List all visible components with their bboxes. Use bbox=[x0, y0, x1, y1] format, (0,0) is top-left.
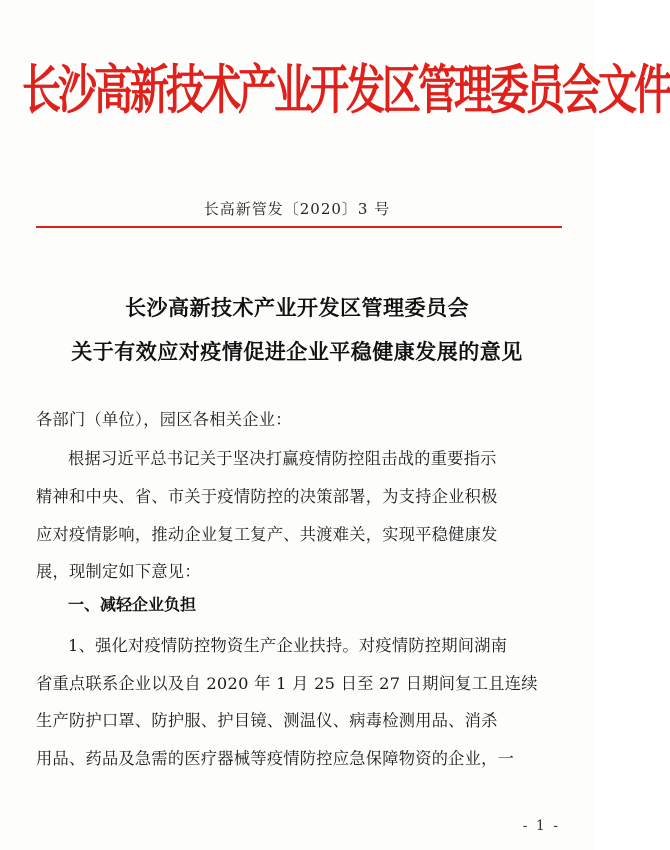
paragraph-2-line-2: 省重点联系企业以及自 2020 年 1 月 25 日至 27 日期间复工且连续 bbox=[36, 674, 538, 693]
document-title-line-2: 关于有效应对疫情促进企业平稳健康发展的意见 bbox=[71, 339, 523, 364]
paragraph-1-line-4: 展，现制定如下意见： bbox=[36, 562, 201, 581]
paragraph-2-line-1: 1、强化对疫情防控物资生产企业扶持。对疫情防控期间湖南 bbox=[68, 636, 508, 655]
paragraph-1-line-3: 应对疫情影响，推动企业复工复产、共渡难关，实现平稳健康发 bbox=[36, 525, 498, 544]
header-divider bbox=[36, 226, 562, 228]
paragraph-1-line-2: 精神和中央、省、市关于疫情防控的决策部署，为支持企业积极 bbox=[36, 487, 498, 506]
document-title-line-1: 长沙高新技术产业开发区管理委员会 bbox=[125, 295, 469, 320]
document-number: 长高新管发〔2020〕3 号 bbox=[203, 200, 391, 218]
section-1-heading: 一、减轻企业负担 bbox=[68, 595, 197, 614]
salutation: 各部门（单位），园区各相关企业： bbox=[36, 410, 292, 429]
paragraph-1-line-1: 根据习近平总书记关于坚决打赢疫情防控阻击战的重要指示 bbox=[68, 449, 497, 468]
paragraph-2-line-4: 用品、药品及急需的医疗器械等疫情防控应急保障物资的企业，一 bbox=[36, 749, 515, 768]
paragraph-2-line-3: 生产防护口罩、防护服、护目镜、测温仪、病毒检测用品、消杀 bbox=[36, 711, 498, 730]
issuer-header-title: 长沙高新技术产业开发区管理委员会文件 bbox=[22, 59, 670, 122]
page-number: - 1 - bbox=[522, 818, 560, 834]
